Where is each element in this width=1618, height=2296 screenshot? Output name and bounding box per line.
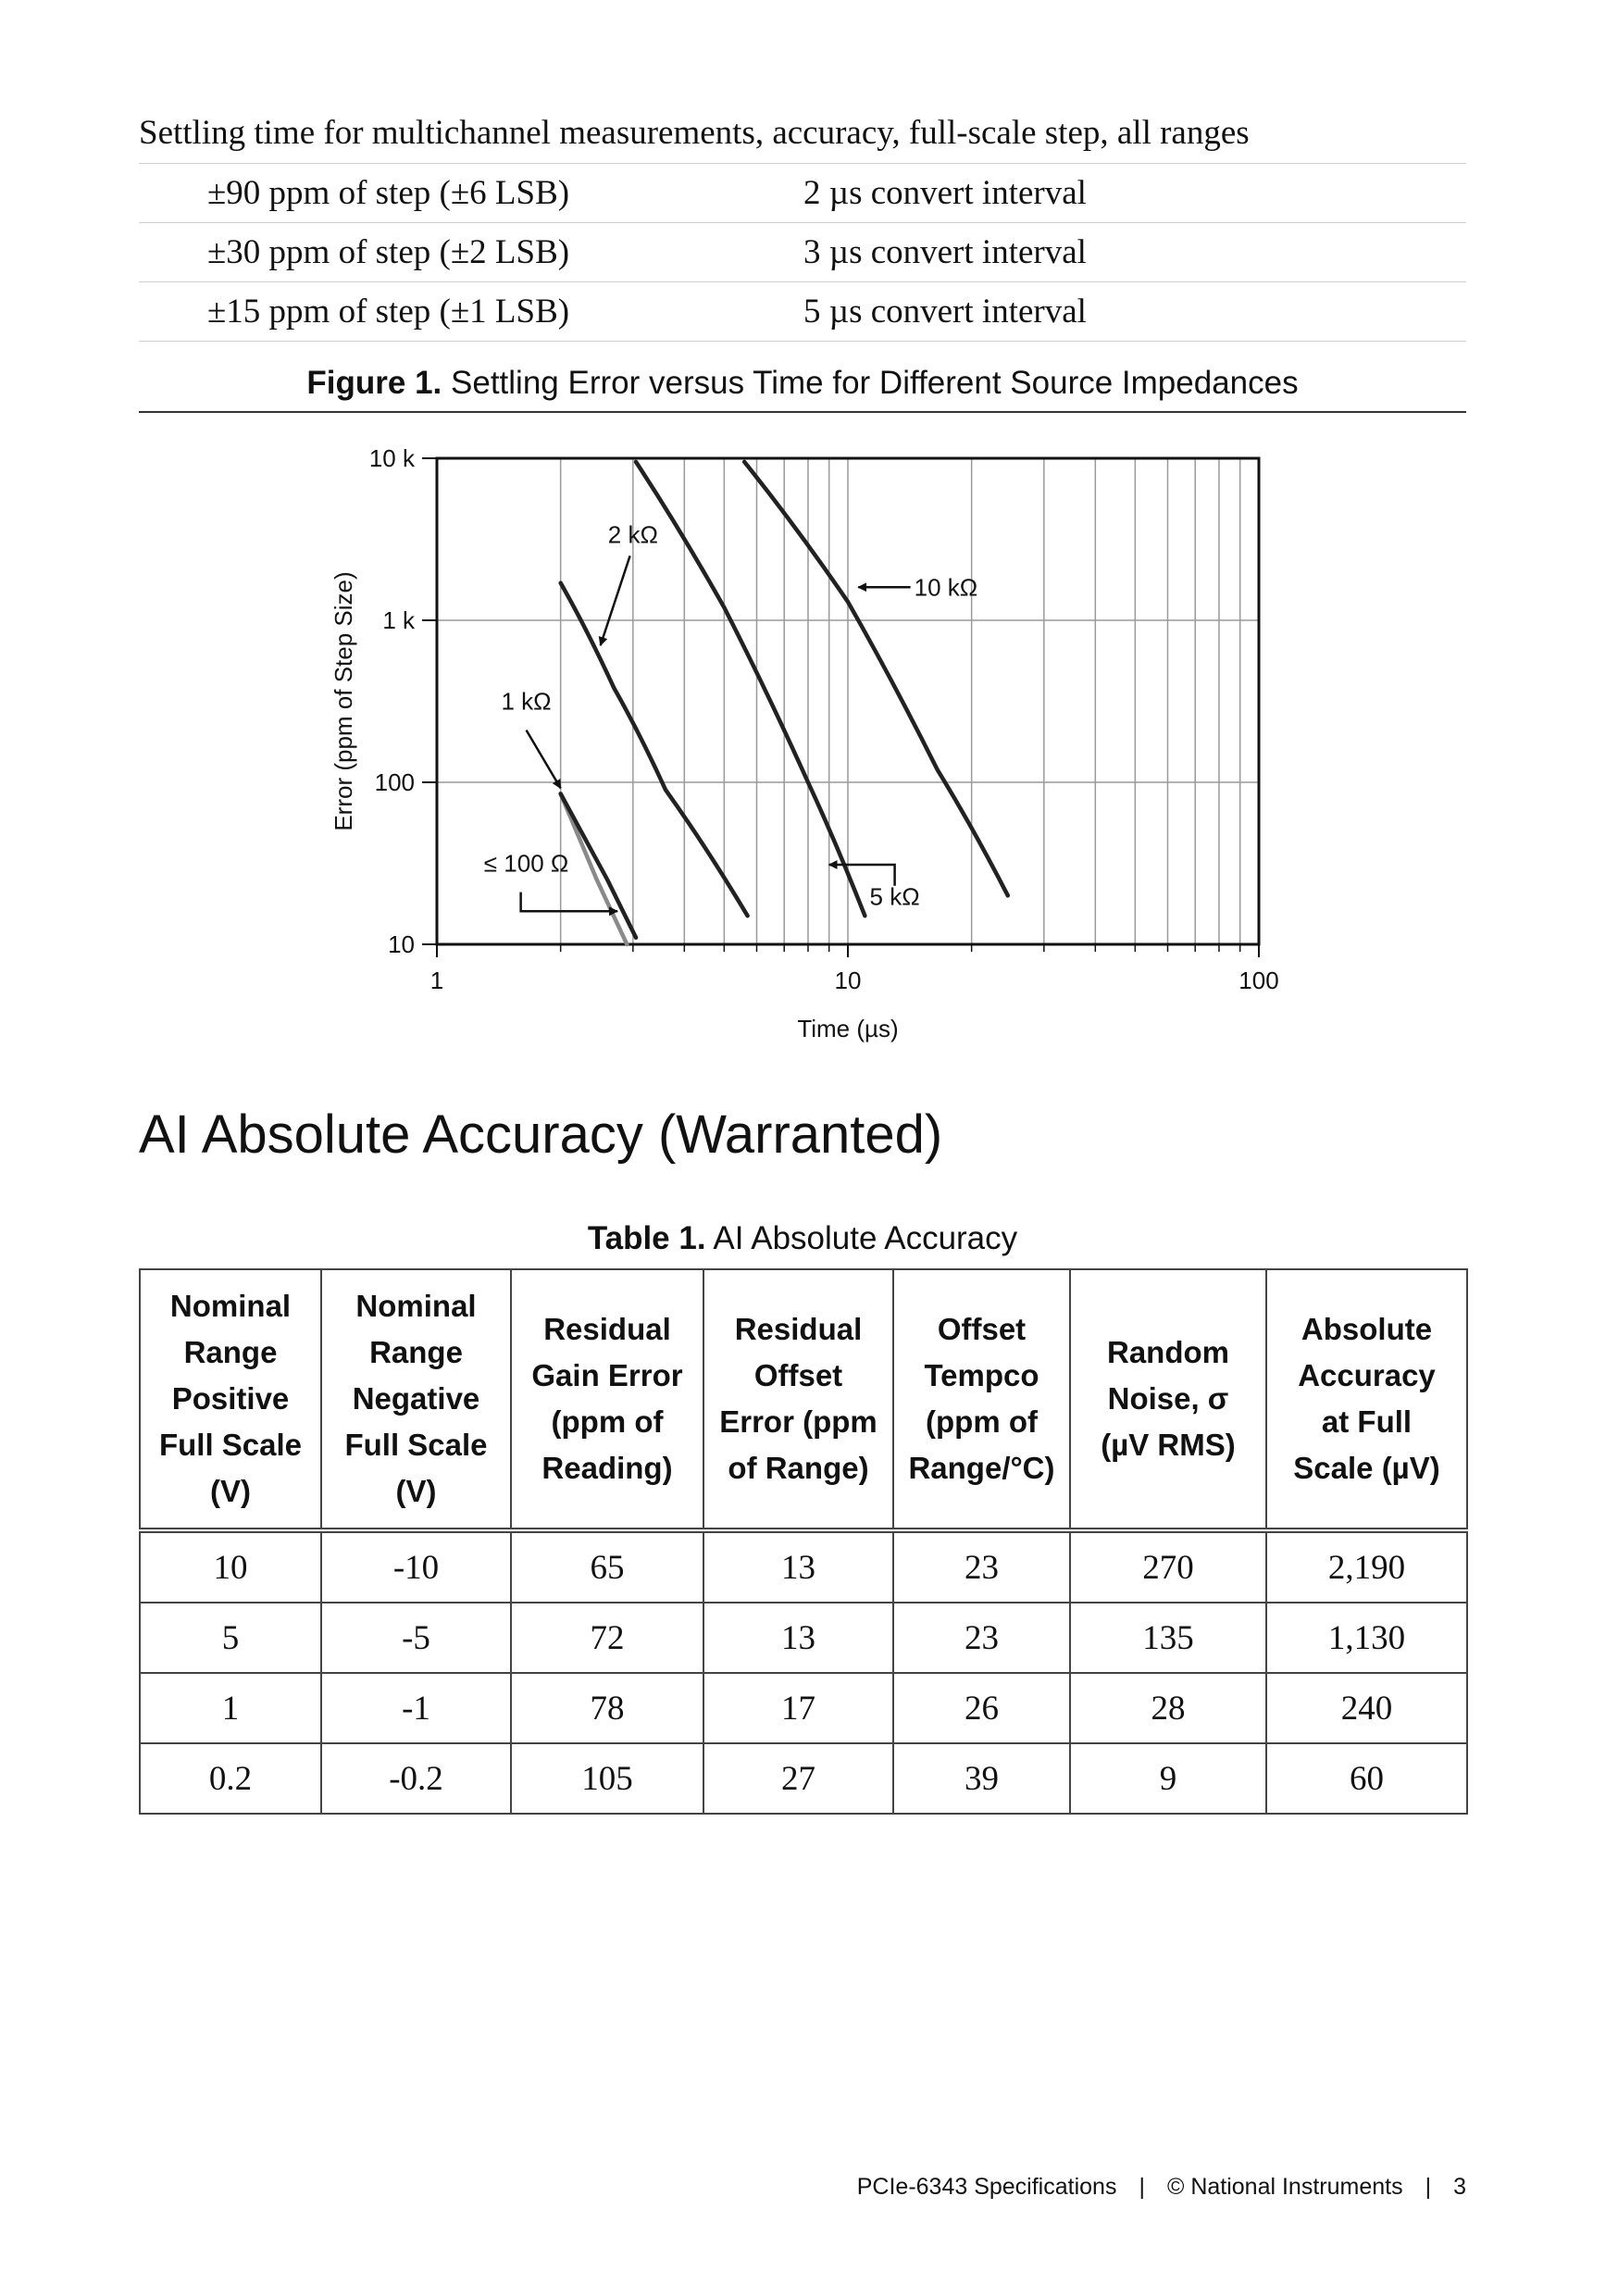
table-cell: 65 [511,1530,703,1603]
label-2k: 2 kΩ [607,520,658,549]
table-cell: -5 [321,1603,511,1673]
series-line-2 [561,793,636,937]
page-number: 3 [1453,2174,1466,2200]
y-axis-label: Error (ppm of Step Size) [330,571,357,831]
table-cell: 26 [893,1673,1070,1743]
header-absolute-accuracy: Absolute Accuracy at Full Scale (µV) [1266,1269,1467,1530]
chart-ticks [369,444,1279,994]
table-cell: 72 [511,1603,703,1673]
table-cell: 5 [140,1603,321,1673]
table-caption-text: AI Absolute Accuracy [713,1220,1018,1256]
table-cell: 28 [1070,1673,1266,1743]
settling-heading: Settling time for multichannel measurements, accuracy, full-scale step, all ranges [139,114,1250,152]
table-cell: -0.2 [321,1743,511,1814]
settling-accuracy: ±90 ppm of step (±6 LSB) [207,174,570,212]
accuracy-table [139,1268,1468,1815]
table-cell: 2,190 [1266,1530,1467,1603]
section-heading: AI Absolute Accuracy (Warranted) [139,1104,943,1165]
settling-interval: 2 µs convert interval [803,174,1087,212]
settling-interval: 5 µs convert interval [803,293,1087,331]
series-line-3 [561,583,748,917]
y-tick-label: 100 [374,768,415,796]
table-cell: 13 [703,1530,893,1603]
table-cell: -1 [321,1673,511,1743]
table-cell: 0.2 [140,1743,321,1814]
table-row [140,1673,1467,1743]
table-cell: 27 [703,1743,893,1814]
label-10k: 10 kΩ [914,573,978,602]
footer-company: © National Instruments [1166,2174,1403,2200]
table-cell: 23 [893,1603,1070,1673]
table-cell: 17 [703,1673,893,1743]
series-line-4 [636,462,865,916]
settling-row [139,281,1466,342]
table-cell: 9 [1070,1743,1266,1814]
table-row [140,1530,1467,1603]
footer-product: PCIe-6343 Specifications [856,2174,1117,2200]
table-cell: 1 [140,1673,321,1743]
table-cell: 13 [703,1603,893,1673]
settling-row [139,163,1466,222]
header-negative-full-scale: Nominal Range Negative Full Scale (V) [321,1269,511,1530]
table-cell: 270 [1070,1530,1266,1603]
table-cell: 23 [893,1530,1070,1603]
table-header-row [140,1269,1467,1530]
settling-accuracy: ±15 ppm of step (±1 LSB) [207,293,570,331]
settling-row [139,222,1466,281]
y-tick-label: 10 [388,930,415,958]
header-offset-tempco: Offset Tempco (ppm of Range/°C) [893,1269,1070,1530]
figure-label: Figure 1. [306,365,442,401]
100-ohm-label: ≤ 100 Ω [483,849,569,878]
x-tick-label: 1 [429,967,444,994]
table-row [140,1743,1467,1814]
y-tick-label: 1 k [382,606,415,634]
footer-separator: | [1139,2174,1145,2200]
table-cell: 1,130 [1266,1603,1467,1673]
table-label: Table 1. [587,1220,706,1256]
table-cell: 10 [140,1530,321,1603]
footer-separator: | [1425,2174,1432,2200]
table-cell: 105 [511,1743,703,1814]
label-1k: 1 kΩ [501,687,552,716]
table-cell: 135 [1070,1603,1266,1673]
figure-rule [139,411,1466,413]
table-cell: 60 [1266,1743,1467,1814]
table-cell: 78 [511,1673,703,1743]
table-cell: 240 [1266,1673,1467,1743]
x-axis-label: Time (µs) [797,1015,899,1042]
settling-interval: 3 µs convert interval [803,233,1087,271]
header-random-noise: Random Noise, σ (µV RMS) [1070,1269,1266,1530]
header-residual-gain-error: Residual Gain Error (ppm of Reading) [511,1269,703,1530]
x-tick-label: 100 [1238,967,1279,994]
arrow-2k [601,555,630,645]
figure-caption [139,365,1466,402]
table-caption [139,1220,1466,1257]
x-tick-label: 10 [834,967,862,994]
y-tick-label: 10 k [368,444,415,472]
table-row [140,1603,1467,1673]
header-positive-full-scale: Nominal Range Positive Full Scale (V) [140,1269,321,1530]
settling-accuracy: ±30 ppm of step (±2 LSB) [207,233,570,271]
label-5k: 5 kΩ [869,882,920,911]
arrow-1k [527,730,561,789]
table-cell: -10 [321,1530,511,1603]
chart-annotations [484,521,977,912]
settling-table [139,163,1466,342]
header-residual-offset-error: Residual Offset Error (ppm of Range) [703,1269,893,1530]
figure-caption-text: Settling Error versus Time for Different Source Impedances [451,365,1299,401]
page-footer [857,2174,1466,2201]
table-cell: 39 [893,1743,1070,1814]
settling-error-chart [305,435,1324,1046]
